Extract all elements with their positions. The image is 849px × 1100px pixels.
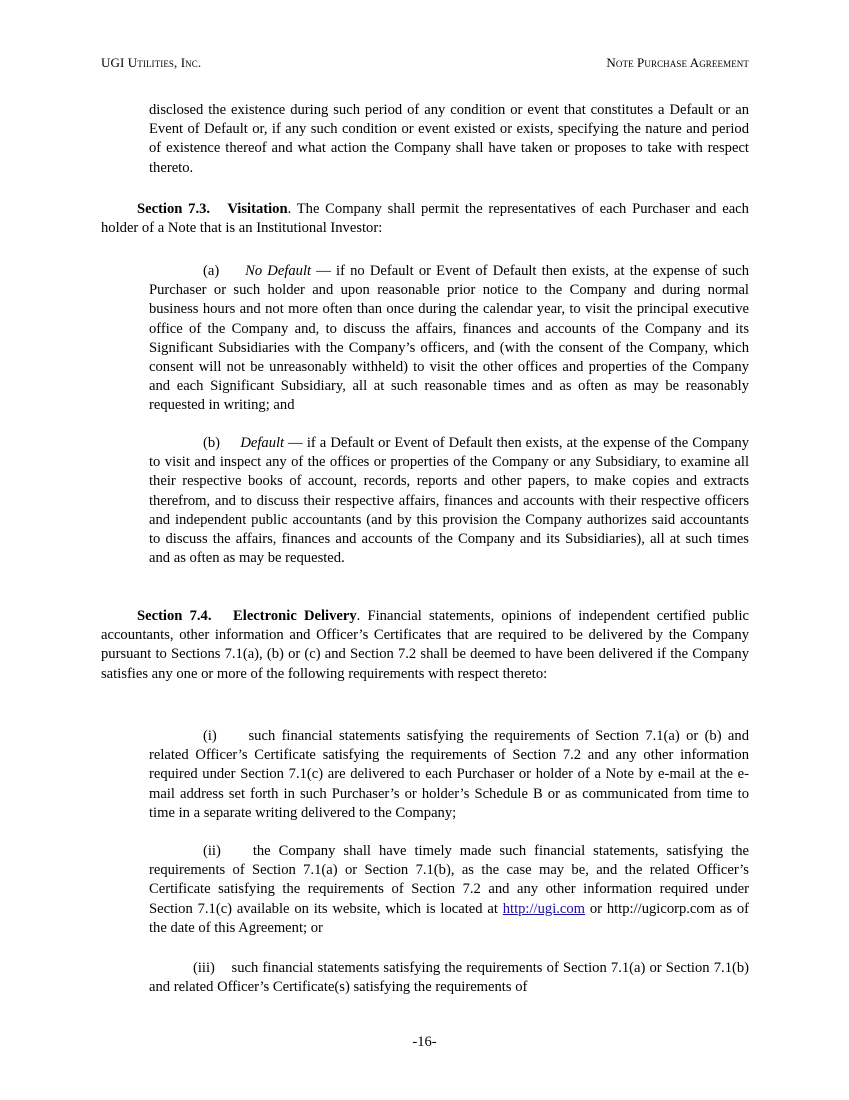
section-7-4-iii-text: such financial statements satisfying the requirements of Section 7.1(a) or Section 7.1(b) and related Officer’s Certificate(s) satisfying the requirements of [149,960,750,996]
section-7-4-ii [149,842,749,938]
section-7-4-ii-label: (ii) [203,843,221,859]
section-7-3-a-label: (a) [203,263,220,279]
section-7-4-intro-text: Financial statements, opinions of independent certified public accountants, other information and Officer’s Certificates that are required to be delivered by the Company pursuant to Sections 7.1(a), (b) or (c) and Section 7.2 shall be deemed to have been delivered if the Company satisfies any one or more of the following requirements with respect thereto: [101,608,749,682]
section-7-4-i-text: such financial statements satisfying the requirements of Section 7.1(a) or (b) and related Officer’s Certificate satisfying the requirements of Section 7.2 and any other information required under Section 7.1(c) are delivered to each Purchaser or holder of a Note by e-mail at the e-mail address set forth in such Purchaser’s or holder’s Schedule B or as communicated from time to time in a separate writing delivered to the Company; [149,728,749,821]
section-7-3-b [149,434,749,568]
carryover-paragraph: disclosed the existence during such period of any condition or event that constitutes a Default or an Event of Default or, if any such condition or event existed or exists, specifying the nature and period of existence thereof and what action the Company shall have taken or proposes to take with respect thereto. [149,102,749,176]
section-7-3-intro: Section 7.3. Visitation. The Company shall permit the representatives of each Purchaser and each holder of a Note that is an Institutional Investor: [101,201,749,237]
section-7-3-a-text: — if no Default or Event of Default then exists, at the expense of such Purchaser or such holder and upon reasonable prior notice to the Company and during normal business hours and not more often than once during the calendar year, to visit the principal executive office of the Company and, to discuss the affairs, finances and accounts of the Company and its Significant Subsidiaries with the Company’s officers, and (with the consent of the Company, which consent will not be unreasonably withheld) to visit the other offices and properties of the Company and each Significant Subsidiary, all at such reasonable times and as often as may be reasonably requested in writing; and [149,263,749,414]
section-7-4-title: Electronic Delivery [233,608,357,624]
ugi-website-link[interactable]: http://ugi.com [502,900,586,917]
section-7-3-a-title: No Default [245,263,312,279]
section-7-4-intro: Section 7.4. Electronic Delivery. Financial statements, opinions of independent certified public accountants, other information and Officer’s Certificates that are required to be delivered by the Company pursuant to Sections 7.1(a), (b) or (c) and Section 7.2 shall be deemed to have been delivered if the Company satisfies any one or more of the following requirements with respect thereto: [101,608,749,682]
header-company-name: UGI Utilities, Inc. [101,55,202,70]
section-7-3-b-text: — if a Default or Event of Default then exists, at the expense of the Company to visit and inspect any of the offices or properties of the Company or any Subsidiary, to examine all their respective books of account, records, reports and other papers, to make copies and extracts therefrom, and to discuss their respective affairs, finances and accounts with their respective officers and independent public accountants (and by this provision the Company authorizes said accountants to discuss the affairs, finances and accounts of the Company and its Subsidiaries), all at such times and as often as may be requested. [149,435,749,567]
section-7-4-number: Section 7.4. [137,608,212,624]
section-7-4-i [149,727,749,823]
header-document-title: Note Purchase Agreement [606,55,749,70]
section-7-4-ii-tail: or http://ugicorp.com as of the date of this Agreement; or [149,900,749,936]
section-7-4-iii-label: (iii) [193,960,215,976]
section-7-3-number: Section 7.3. [137,201,211,217]
section-7-3-intro-text: The Company shall permit the representatives of each Purchaser and each holder of a Note that is an Institutional Investor: [101,201,749,237]
section-7-3-a [149,262,749,416]
section-7-3-title: Visitation [227,201,288,217]
section-7-4-iii [149,959,749,997]
page-number: -16- [412,1034,437,1050]
section-7-3-b-title: Default [240,435,285,451]
section-7-3-b-label: (b) [203,435,221,451]
section-7-4-ii-text: the Company shall have timely made such financial statements, satisfying the requirements of Section 7.1(a) or Section 7.1(b), as the case may be, and the related Officer’s Certificate satisfying the requirements of Section 7.2 and any other information required under Section 7.1(c) available on its website, which is located at [149,843,749,917]
section-7-4-i-label: (i) [203,728,217,744]
